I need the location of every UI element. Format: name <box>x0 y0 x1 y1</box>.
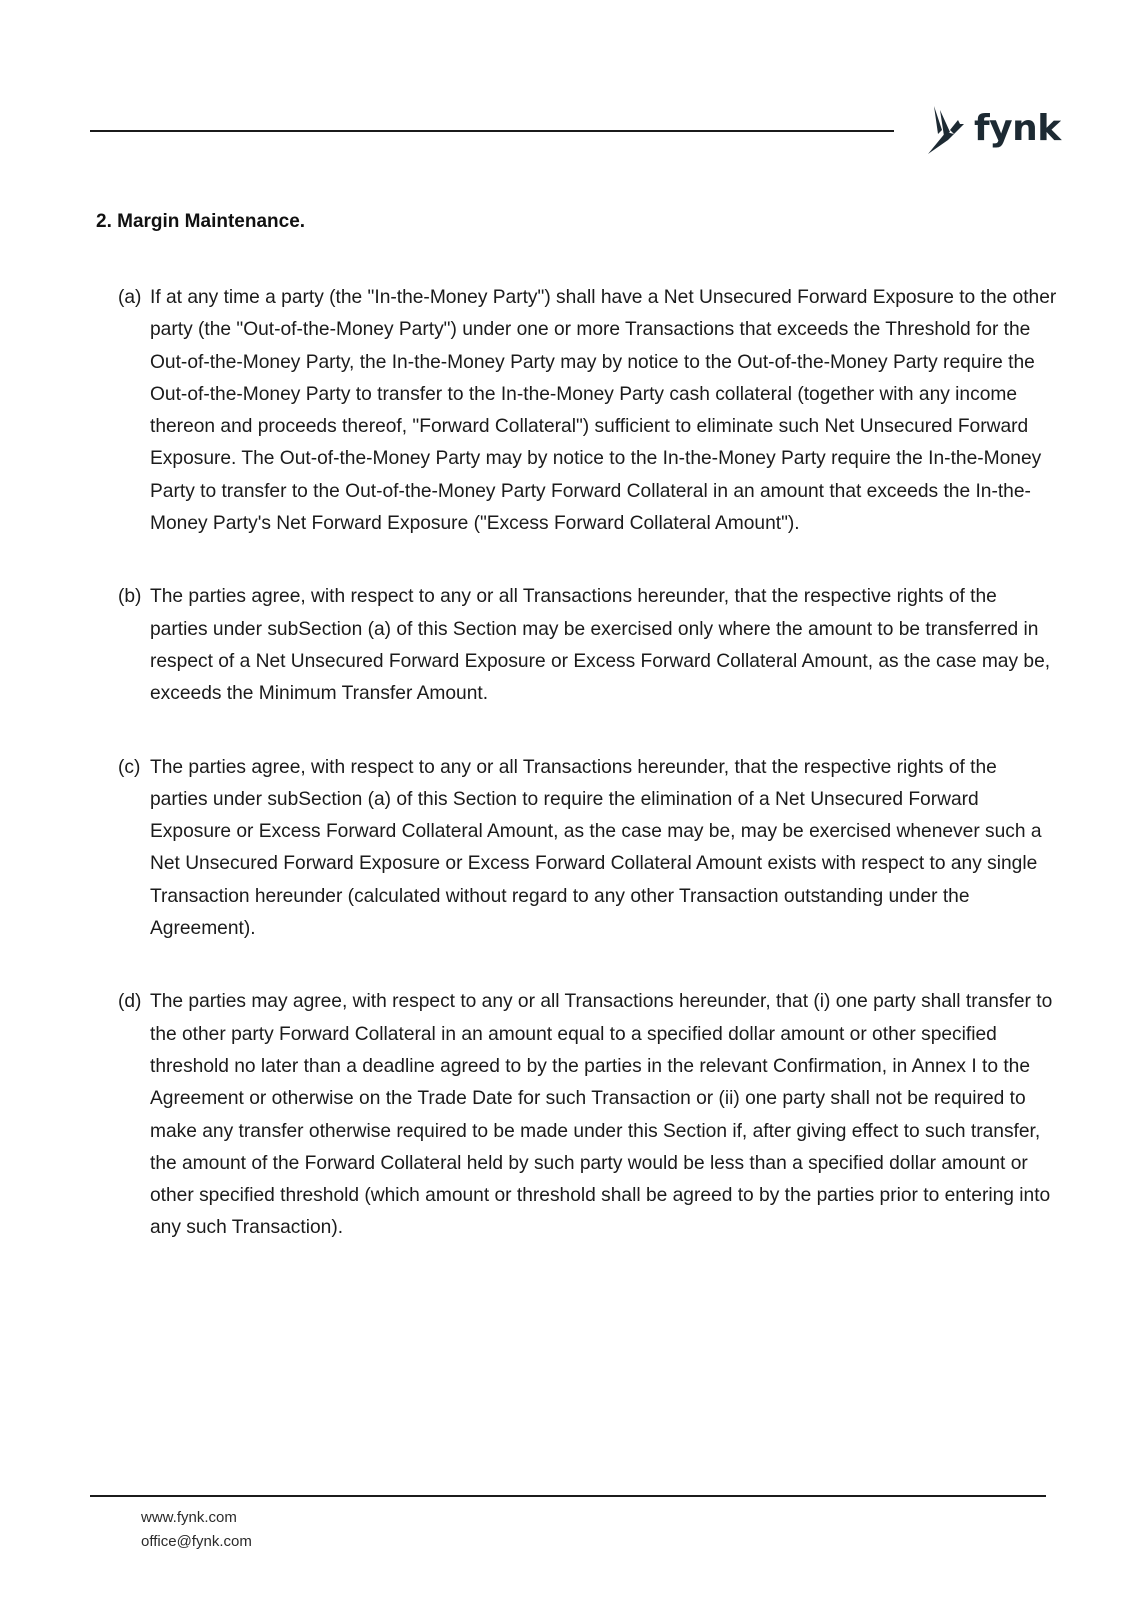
clause-label: (a) <box>118 287 142 308</box>
clause-a <box>118 282 1058 540</box>
clause-text: The parties agree, with respect to any or all Transactions hereunder, that the respective rights of the parties under subSection (a) of this Section may be exercised only where the amount to be transferred in respect of a Net Unsecured Forward Exposure or Excess Forward Collateral Amount, as the case may be, exceeds the Minimum Transfer Amount. <box>150 586 1051 705</box>
clause-text: The parties may agree, with respect to any or all Transactions hereunder, that (i) one party shall transfer to the other party Forward Collateral in an amount equal to a specified dollar amount or other specified threshold no later than a deadline agreed to by the parties in the relevant Confirmation, in Annex I to the Agreement or otherwise on the Trade Date for such Transaction or (ii) one party shall not be required to make any transfer otherwise required to be made under this Section if, after giving effect to such transfer, the amount of the Forward Collateral held by such party would be less than a specified dollar amount or other specified threshold (which amount or threshold shall be agreed to by the parties prior to entering into any such Transaction). <box>150 991 1053 1239</box>
clause-d <box>118 986 1058 1244</box>
footer-website-link[interactable]: www.fynk.com <box>141 1509 237 1526</box>
clause-text: If at any time a party (the "In-the-Money Party") shall have a Net Unsecured Forward Exposure to the other party (the "Out-of-the-Money Party") under one or more Transactions that exceeds the Threshold for the Out-of-the-Money Party, the In-the-Money Party may by notice to the Out-of-the-Money Party require the Out-of-the-Money Party to transfer to the In-the-Money Party cash collateral (together with any income thereon and proceeds thereof, "Forward Collateral") sufficient to eliminate such Net Unsecured Forward Exposure. The Out-of-the-Money Party may by notice to the In-the-Money Party require the In-the-Money Party to transfer to the Out-of-the-Money Party Forward Collateral in an amount that exceeds the In-the-Money Party's Net Forward Exposure ("Excess Forward Collateral Amount"). <box>150 287 1057 535</box>
clause-label: (c) <box>118 756 141 778</box>
clause-c <box>118 752 1058 946</box>
footer-divider <box>90 1495 1046 1497</box>
clause-label: (d) <box>118 991 142 1013</box>
brand-name: fynk <box>974 108 1061 149</box>
clause-list <box>118 282 1058 1245</box>
clause-label: (b) <box>118 586 142 608</box>
footer-contact <box>141 1506 252 1554</box>
footer-email-link[interactable]: office@fynk.com <box>141 1533 252 1550</box>
bird-logo-icon <box>920 104 974 160</box>
clause-b <box>118 581 1058 710</box>
section-title: 2. Margin Maintenance. <box>96 211 306 232</box>
clause-text: The parties agree, with respect to any or all Transactions hereunder, that the respective rights of the parties under subSection (a) of this Section to require the elimination of a Net Unsecured Forward Exposure or Excess Forward Collateral Amount, as the case may be, may be exercised whenever such a Net Unsecured Forward Exposure or Excess Forward Collateral Amount exists with respect to any single Transaction hereunder (calculated without regard to any other Transaction outstanding under the Agreement). <box>150 756 1042 940</box>
header-divider <box>90 130 894 132</box>
brand-logo <box>920 104 1061 160</box>
